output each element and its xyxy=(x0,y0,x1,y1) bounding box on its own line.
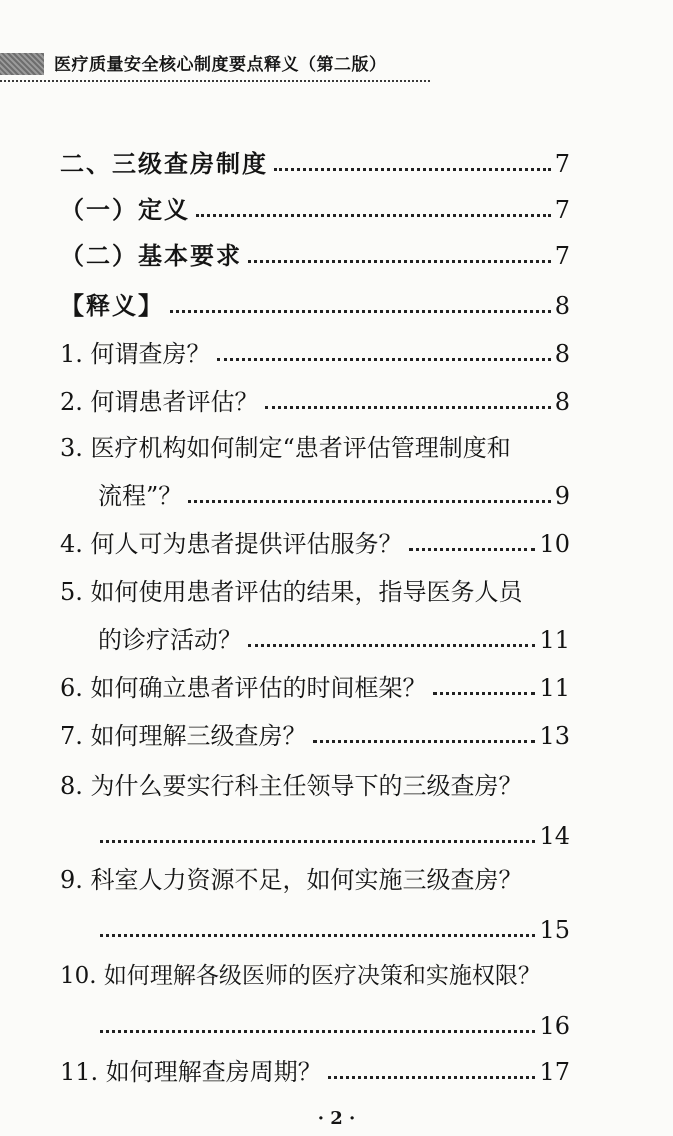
dot-leader xyxy=(433,692,536,695)
dot-leader xyxy=(248,644,535,647)
toc-entry-line[interactable] xyxy=(60,758,570,798)
dot-leader xyxy=(328,1076,536,1079)
toc-entry[interactable] xyxy=(60,660,570,700)
toc-entry[interactable] xyxy=(60,516,570,556)
toc-entry[interactable] xyxy=(60,1044,570,1084)
dot-leader xyxy=(248,260,551,263)
toc-entry-page: 8 xyxy=(554,292,570,320)
toc-entry-page: 17 xyxy=(539,1058,570,1086)
toc-entry-title: 3. 医疗机构如何制定“患者评估管理制度和 xyxy=(60,434,511,462)
toc-entry-title: 1. 何谓查房？ xyxy=(60,340,211,368)
toc-entry-title: 2. 何谓患者评估？ xyxy=(60,388,259,416)
toc-entry-page: 7 xyxy=(554,150,570,178)
toc-entry[interactable] xyxy=(60,182,570,222)
toc-entry-title: 5. 如何使用患者评估的结果，指导医务人员 xyxy=(60,578,523,606)
toc-entry-title: 9. 科室人力资源不足，如何实施三级查房？ xyxy=(60,866,523,894)
toc-entry-title: 8. 为什么要实行科主任领导下的三级查房？ xyxy=(60,772,523,800)
toc-entry-line[interactable] xyxy=(60,948,570,988)
dot-leader xyxy=(217,358,551,361)
toc-entry-page: 7 xyxy=(554,196,570,224)
toc-entry[interactable] xyxy=(60,136,570,176)
toc-entry-page: 7 xyxy=(554,242,570,270)
toc-entry-page: 11 xyxy=(539,674,570,702)
toc-entry-continuation[interactable] xyxy=(98,468,570,508)
toc-entry-line[interactable] xyxy=(60,852,570,892)
toc-entry[interactable] xyxy=(60,374,570,414)
toc-entry-page: 15 xyxy=(539,916,570,944)
dot-leader xyxy=(100,934,535,937)
dot-leader xyxy=(170,310,551,313)
toc-entry-page: 8 xyxy=(554,340,570,368)
toc-entry-line[interactable] xyxy=(60,420,570,460)
toc-entry[interactable] xyxy=(60,228,570,268)
toc-entry-page: 13 xyxy=(539,722,570,750)
toc-entry[interactable] xyxy=(60,278,570,318)
dot-leader xyxy=(274,168,551,171)
toc-entry-title: （一）定义 xyxy=(60,196,190,224)
toc-entry-continuation[interactable] xyxy=(100,998,570,1038)
toc-entry-continuation[interactable] xyxy=(100,902,570,942)
toc-entry-title: 4. 何人可为患者提供评估服务？ xyxy=(60,530,403,558)
toc-entry-title: 11. 如何理解查房周期？ xyxy=(60,1058,322,1086)
toc-entry-title: 7. 如何理解三级查房？ xyxy=(60,722,307,750)
toc-entry-title-cont: 的诊疗活动？ xyxy=(98,626,242,654)
toc-entry-page: 9 xyxy=(554,482,570,510)
toc-entry-page: 11 xyxy=(539,626,570,654)
dot-leader xyxy=(313,740,536,743)
toc-entry-title: 6. 如何确立患者评估的时间框架？ xyxy=(60,674,427,702)
toc-entry-continuation[interactable] xyxy=(98,612,570,652)
toc-entry-page: 10 xyxy=(539,530,570,558)
toc-entry-title-cont: 流程”？ xyxy=(98,482,183,510)
toc-entry-page: 8 xyxy=(554,388,570,416)
dot-leader xyxy=(100,840,535,843)
dot-leader xyxy=(196,214,551,217)
dot-leader xyxy=(265,406,551,409)
dot-leader xyxy=(188,500,550,503)
toc-entry-page: 16 xyxy=(539,1012,570,1040)
toc-entry-page: 14 xyxy=(539,822,570,850)
toc-entry-title: 10. 如何理解各级医师的医疗决策和实施权限？ xyxy=(60,963,541,989)
header-title: 医疗质量安全核心制度要点释义（第二版） xyxy=(54,55,387,75)
toc-entry-continuation[interactable] xyxy=(100,808,570,848)
toc-entry-title: 二、三级查房制度 xyxy=(60,150,268,178)
toc-entry-title: （二）基本要求 xyxy=(60,242,242,270)
toc-entry[interactable] xyxy=(60,708,570,748)
toc-entry[interactable] xyxy=(60,326,570,366)
toc-entry-title: 【释义】 xyxy=(60,292,164,320)
dot-leader xyxy=(409,548,536,551)
page-number: · 2 · xyxy=(317,1108,356,1129)
toc-entry-line[interactable] xyxy=(60,564,570,604)
dot-leader xyxy=(100,1030,535,1033)
